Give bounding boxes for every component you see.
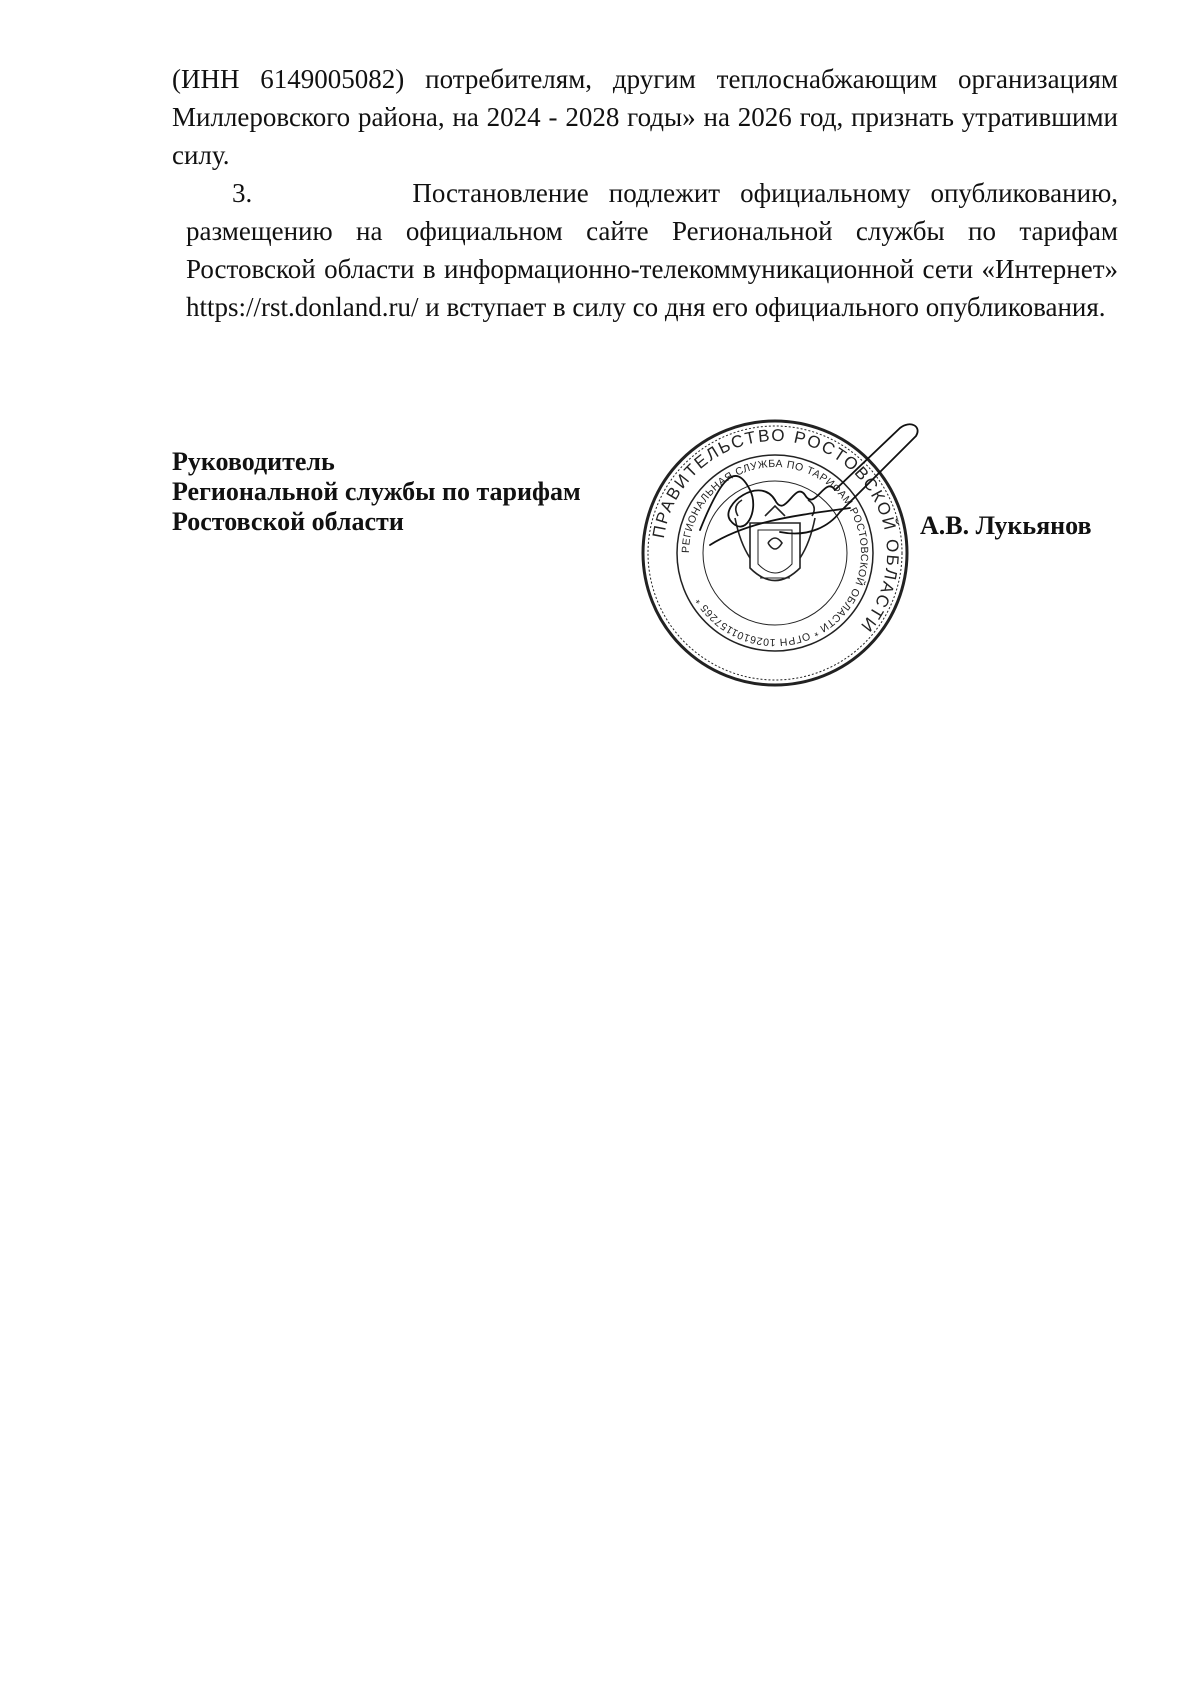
stamp-outer-text: ПРАВИТЕЛЬСТВО РОСТОВСКОЙ ОБЛАСТИ xyxy=(648,425,903,637)
signatory-title xyxy=(172,447,581,537)
continuation-paragraph: (ИНН 6149005082) потребителям, другим теплоснабжающим организациям Миллеровского района, на 2024 - 2028 годы» на 2026 год, признать утратившими силу. xyxy=(172,64,1118,170)
signatory-name: А.В. Лукьянов xyxy=(920,511,1092,540)
signatory-title-line-2: Региональной службы по тарифам xyxy=(172,477,581,506)
signatory-title-line-1: Руководитель xyxy=(172,447,335,476)
handwritten-signature xyxy=(690,420,930,570)
item-3-paragraph: 3. Постановление подлежит официальному опубликованию, размещению на официальном сайте Региональной службы по тарифам Ростовской области в информационно-телекоммуникационной сети «Интернет» https://rst.donland.ru/ и вступает в силу со дня его официального опубликования. xyxy=(186,178,1118,322)
signatory-title-line-3: Ростовской области xyxy=(172,507,404,536)
stamp-inner-text: РЕГИОНАЛЬНАЯ СЛУЖБА ПО ТАРИФАМ РОСТОВСКОЙ ОБЛАСТИ * ОГРН 1026101157265 * xyxy=(679,457,871,649)
